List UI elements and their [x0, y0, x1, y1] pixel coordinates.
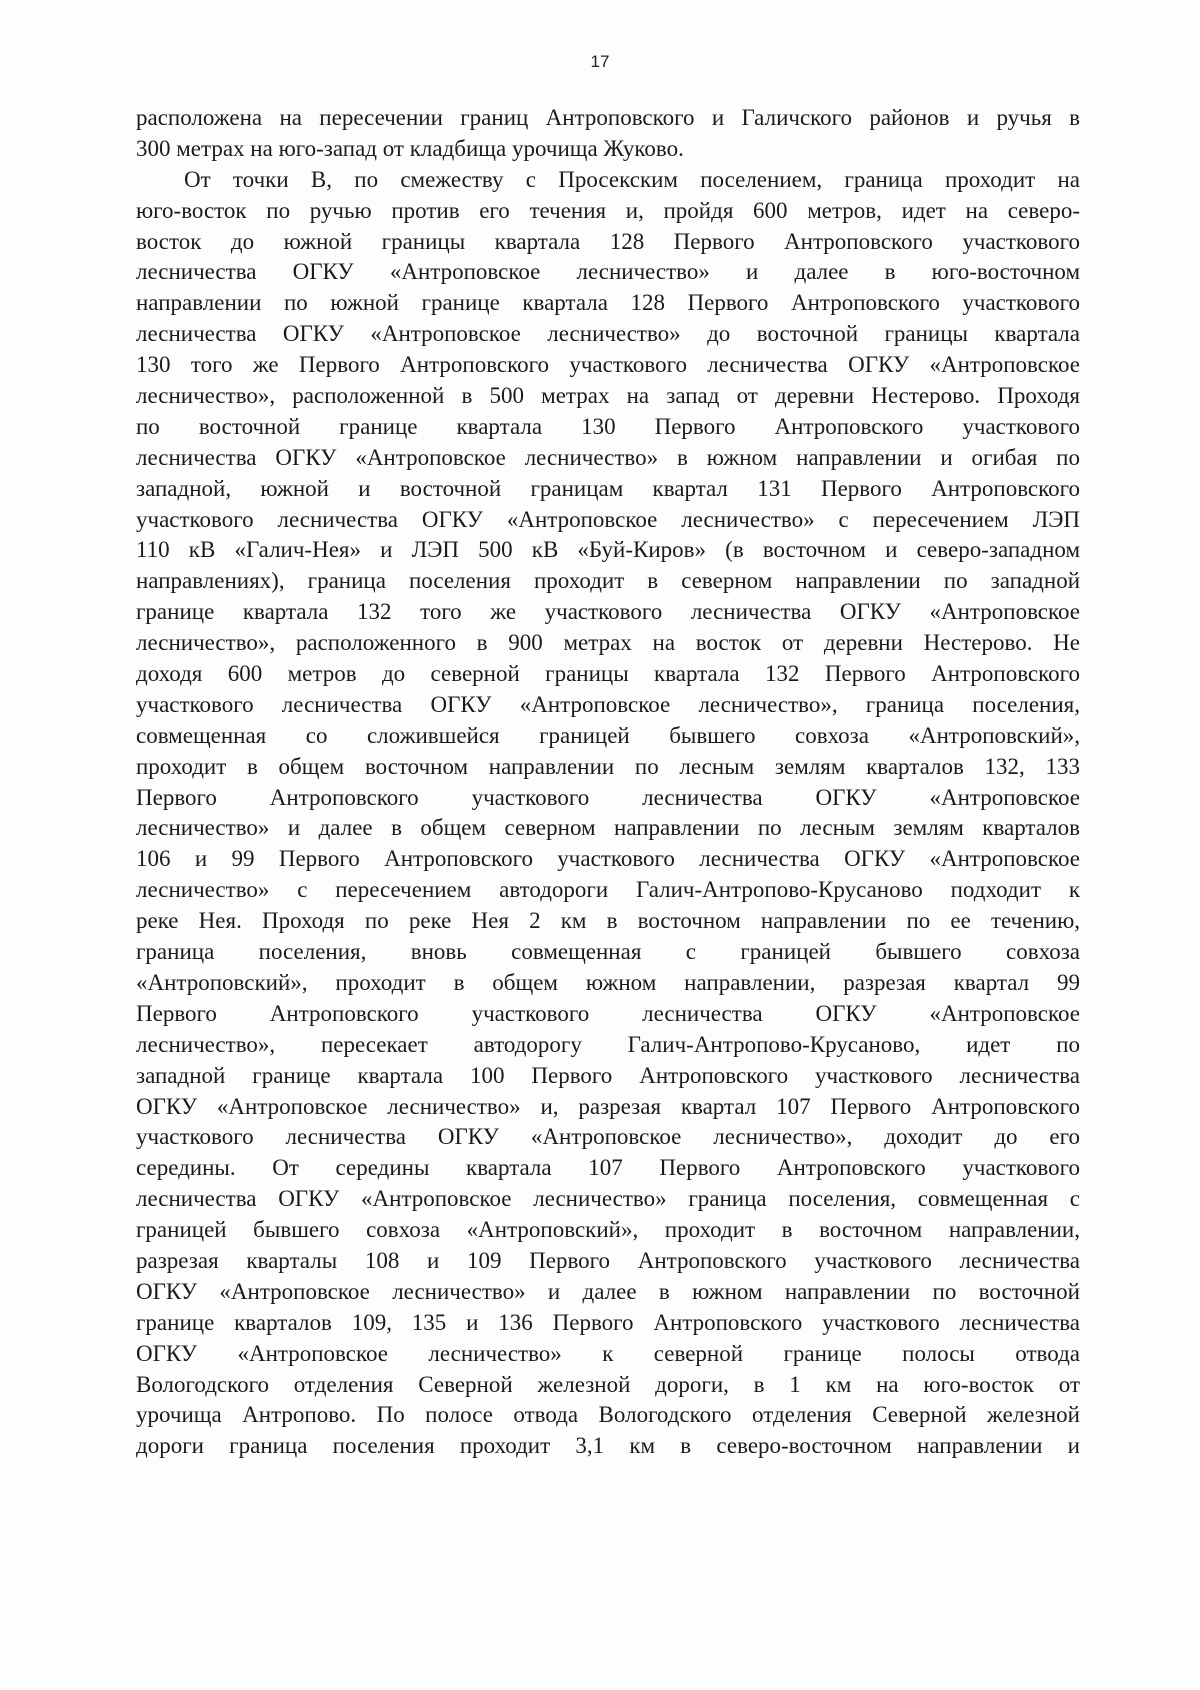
text-line: направлении по южной границе квартала 128 Первого Антроповского участкового: [136, 290, 1080, 316]
text-line: границе кварталов 109, 135 и 136 Первого Антроповского участкового лесничества: [136, 1309, 1080, 1335]
text-line: реке Нея. Проходя по реке Нея 2 км в восточном направлении по ее течению,: [136, 908, 1080, 934]
text-line: западной, южной и восточной границам квартал 131 Первого Антроповского: [136, 475, 1080, 501]
text-line: лесничества ОГКУ «Антроповское лесничество» в южном направлении и огибая по: [136, 444, 1080, 470]
text-line: дороги граница поселения проходит 3,1 км в северо-восточном направлении и: [136, 1433, 1080, 1459]
text-line: по восточной границе квартала 130 Первого Антроповского участкового: [136, 413, 1080, 439]
document-body: [136, 103, 1080, 1462]
text-line: совмещенная со сложившейся границей бывшего совхоза «Антроповский»,: [136, 722, 1080, 748]
text-line: участкового лесничества ОГКУ «Антроповское лесничество» с пересечением ЛЭП: [136, 506, 1080, 532]
text-line: 110 кВ «Галич-Нея» и ЛЭП 500 кВ «Буй-Киров» (в восточном и северо-западном: [136, 537, 1080, 563]
text-line: Вологодского отделения Северной железной дороги, в 1 км на юго-восток от: [136, 1371, 1080, 1397]
text-line: участкового лесничества ОГКУ «Антроповское лесничество», граница поселения,: [136, 691, 1080, 717]
text-line: Первого Антроповского участкового лесничества ОГКУ «Антроповское: [136, 784, 1080, 810]
text-line: урочища Антропово. По полосе отвода Вологодского отделения Северной железной: [136, 1402, 1080, 1428]
text-line: лесничества ОГКУ «Антроповское лесничество» до восточной границы квартала: [136, 321, 1080, 347]
text-line: западной границе квартала 100 Первого Антроповского участкового лесничества: [136, 1062, 1080, 1088]
text-line: проходит в общем восточном направлении по лесным землям кварталов 132, 133: [136, 753, 1080, 779]
text-line: доходя 600 метров до северной границы квартала 132 Первого Антроповского: [136, 661, 1080, 687]
text-line: лесничество» с пересечением автодороги Галич-Антропово-Крусаново подходит к: [136, 877, 1080, 903]
text-line: восток до южной границы квартала 128 Первого Антроповского участкового: [136, 228, 1080, 254]
text-line: 130 того же Первого Антроповского участкового лесничества ОГКУ «Антроповское: [136, 352, 1080, 378]
text-line: Первого Антроповского участкового лесничества ОГКУ «Антроповское: [136, 1000, 1080, 1026]
text-line: 300 метрах на юго-запад от кладбища урочища Жуково.: [136, 135, 684, 161]
text-line: граница поселения, вновь совмещенная с границей бывшего совхоза: [136, 939, 1080, 965]
text-line: границей бывшего совхоза «Антроповский», проходит в восточном направлении,: [136, 1217, 1080, 1243]
text-line: разрезая кварталы 108 и 109 Первого Антроповского участкового лесничества: [136, 1247, 1080, 1273]
text-line: лесничество», расположенной в 500 метрах на запад от деревни Нестерово. Проходя: [136, 383, 1080, 409]
paragraph-first-line: От точки В, по смежеству с Просекским поселением, граница проходит на: [184, 166, 1080, 192]
text-line: участкового лесничества ОГКУ «Антроповское лесничество», доходит до его: [136, 1124, 1080, 1150]
text-line: лесничество» и далее в общем северном направлении по лесным землям кварталов: [136, 815, 1080, 841]
text-line: лесничества ОГКУ «Антроповское лесничество» граница поселения, совмещенная с: [136, 1186, 1080, 1212]
text-line: 106 и 99 Первого Антроповского участкового лесничества ОГКУ «Антроповское: [136, 846, 1080, 872]
text-line: середины. От середины квартала 107 Первого Антроповского участкового: [136, 1155, 1080, 1181]
text-line: ОГКУ «Антроповское лесничество» и далее в южном направлении по восточной: [136, 1278, 1080, 1304]
text-line: границе квартала 132 того же участкового лесничества ОГКУ «Антроповское: [136, 599, 1080, 625]
text-line: лесничество», пересекает автодорогу Галич-Антропово-Крусаново, идет по: [136, 1031, 1080, 1057]
text-line: юго-восток по ручью против его течения и, пройдя 600 метров, идет на северо-: [136, 197, 1080, 223]
text-line: «Антроповский», проходит в общем южном направлении, разрезая квартал 99: [136, 969, 1080, 995]
page-number: 17: [590, 52, 610, 71]
text-line: ОГКУ «Антроповское лесничество» и, разрезая квартал 107 Первого Антроповского: [136, 1093, 1080, 1119]
text-line: расположена на пересечении границ Антроповского и Галичского районов и ручья в: [136, 105, 1080, 130]
text-line: лесничества ОГКУ «Антроповское лесничество» и далее в юго-восточном: [136, 259, 1080, 285]
text-line: ОГКУ «Антроповское лесничество» к северной границе полосы отвода: [136, 1340, 1080, 1366]
text-line: направлениях), граница поселения проходит в северном направлении по западной: [136, 568, 1080, 594]
text-line: лесничество», расположенного в 900 метрах на восток от деревни Нестерово. Не: [136, 630, 1080, 656]
